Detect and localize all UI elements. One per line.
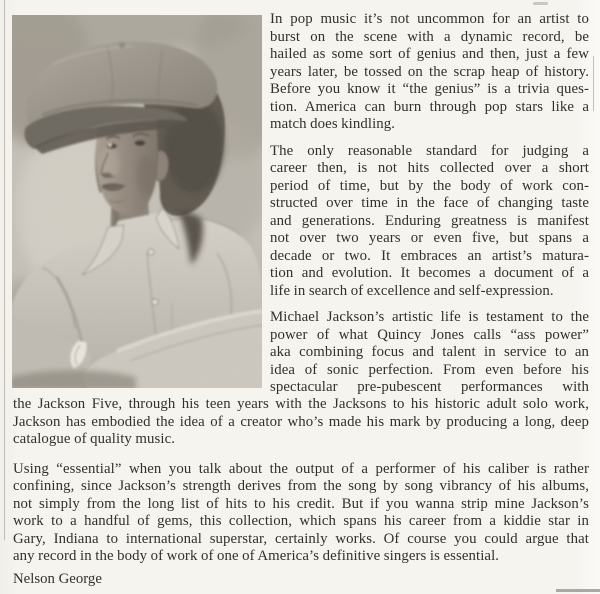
- text-line: match does kindling.: [270, 116, 396, 132]
- text-line: and generations. Enduring greatness is manifest: [270, 212, 589, 229]
- paragraph: [270, 309, 589, 397]
- text-line: period of time, but by the body of work con-: [270, 177, 589, 194]
- text-line: Using “essential” when you talk about the output of a performer of his caliber is rather: [13, 460, 589, 477]
- intro-text-column: [270, 11, 589, 406]
- text-line: decade or two. It embraces an artist’s matura-: [270, 247, 589, 264]
- text-line: spectacular pre-pubescent performances with: [270, 379, 589, 395]
- text-line: confining, since Jackson’s strength derives from the song by song vibrancy of his albums,: [13, 478, 589, 494]
- text-line: catalogue of quality music.: [13, 431, 176, 447]
- text-line: idea of sonic perfection. From even before his: [270, 361, 589, 378]
- portrait-photo: [12, 15, 262, 388]
- text-line: In pop music it’s not uncommon for an artist to: [270, 11, 589, 27]
- paragraph: [13, 461, 589, 566]
- text-line: tion. America can burn through pop stars like a: [270, 98, 589, 115]
- text-line: structed over time in the face of changing taste: [270, 195, 589, 211]
- scan-artifact: [556, 589, 600, 592]
- text-line: hailed as some sort of genius and then, just a few: [270, 46, 589, 62]
- scan-edge-line: [4, 0, 5, 540]
- text-line: not over two years or even five, but spans a: [270, 230, 589, 246]
- scan-artifact: [593, 56, 594, 111]
- text-line: burst on the scene with a dynamic record, be: [270, 28, 589, 45]
- paragraph: [13, 396, 589, 449]
- text-line: aka combining focus and talent in service to an: [270, 344, 589, 360]
- text-line: life in search of excellence and self-expression.: [270, 282, 554, 299]
- text-line: the Jackson Five, through his teen years with the Jacksons to his historic adult solo work,: [13, 396, 589, 412]
- text-line: Before you know it “the genius” is a trivia ques-: [270, 81, 589, 97]
- scan-artifact: [533, 2, 548, 5]
- text-line: years later, be tossed on the scrap heap of history.: [270, 63, 589, 80]
- text-line: work to a handful of gems, this collection, which spans his career from a kiddie star in: [13, 513, 589, 529]
- text-line: Gary, Indiana to international superstar, certainly works. Of course you could argue that: [13, 530, 589, 547]
- text-line: The only reasonable standard for judging a: [270, 142, 589, 159]
- text-line: tion and evolution. It becomes a document of a: [270, 265, 589, 281]
- full-width-text: [13, 396, 589, 578]
- text-line: Michael Jackson’s artistic life is testament to the: [270, 309, 589, 325]
- paragraph: [270, 11, 589, 134]
- paragraph: [270, 143, 589, 301]
- text-line: not simply from the long list of hits to his credit. But if you wanna strip mine Jackson’s: [13, 495, 589, 512]
- author-signature: Nelson George: [13, 571, 102, 587]
- text-line: Jackson has embodied the idea of a creator who’s made his mark by producing a long, deep: [13, 413, 589, 430]
- text-line: power of what Quincy Jones calls “ass power”: [270, 326, 589, 343]
- young-michael-jackson-illustration: [12, 15, 262, 388]
- text-line: any record in the body of work of one of America’s definitive singers is essential.: [13, 548, 500, 564]
- text-line: career then, is not hits collected over a short: [270, 160, 589, 176]
